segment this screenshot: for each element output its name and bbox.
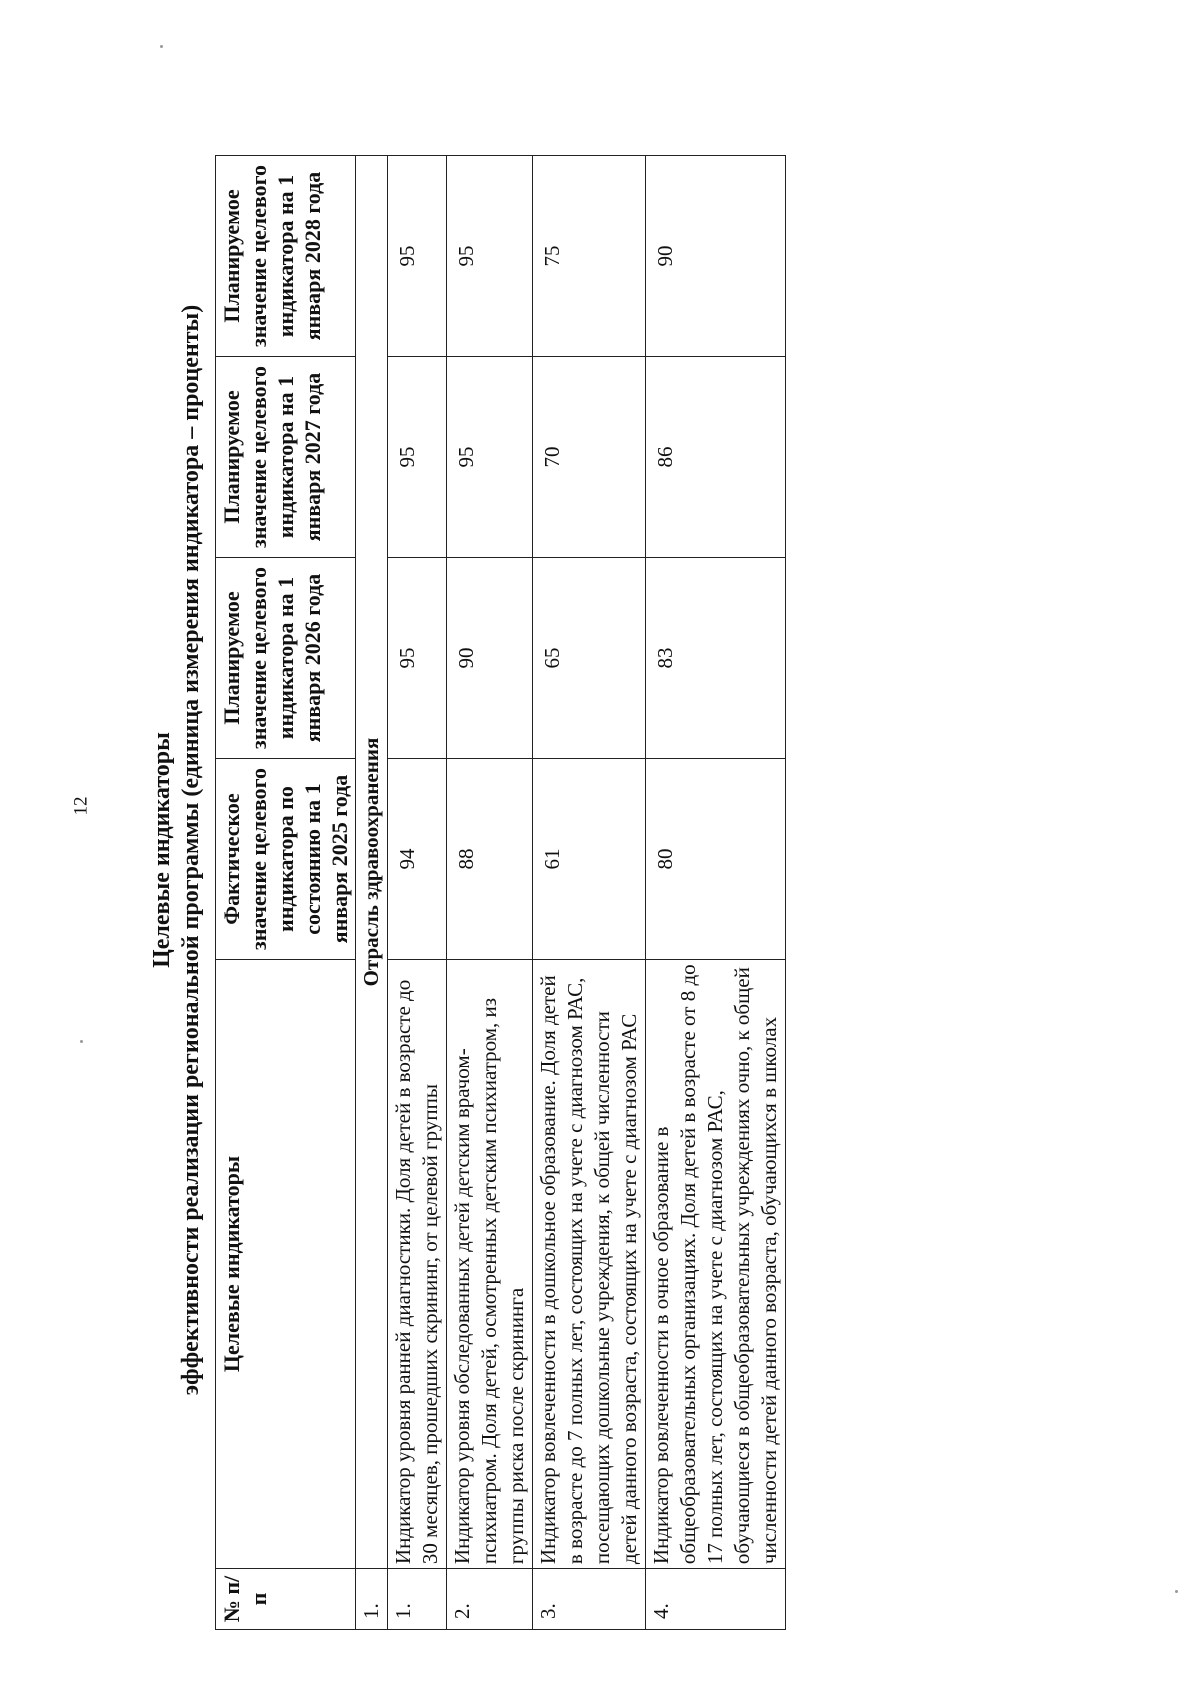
fact-2025-value: 94 xyxy=(388,759,447,960)
scan-speck xyxy=(160,45,163,48)
title-line-2: эффективности реализации региональной программы (единица измерения индикатора – проценты) xyxy=(178,304,204,1396)
plan-2027-value: 95 xyxy=(388,357,447,558)
header-plan-2027: Планируемое значение целевого индикатора на 1 января 2027 года xyxy=(216,357,356,558)
fact-2025-value: 88 xyxy=(447,759,533,960)
plan-2026-value: 95 xyxy=(388,558,447,759)
indicator-text: Индикатор уровня ранней диагностики. Доля детей в возрасте до 30 месяцев, прошедших скрининг, от целевой группы xyxy=(388,960,447,1569)
scan-speck xyxy=(1175,1590,1178,1593)
table-row xyxy=(447,156,533,1630)
table-row xyxy=(533,156,646,1630)
plan-2028-value: 75 xyxy=(533,156,646,357)
header-plan-2026: Планируемое значение целевого индикатора на 1 января 2026 года xyxy=(216,558,356,759)
plan-2026-value: 90 xyxy=(447,558,533,759)
row-num: 3. xyxy=(533,1569,646,1630)
indicator-text: Индикатор уровня обследованных детей детским врачом-психиатром. Доля детей, осмотренных детским психиатром, из группы риска после скрининга xyxy=(447,960,533,1569)
indicator-text: Индикатор вовлеченности в дошкольное образование. Доля детей в возрасте до 7 полных лет, состоящих на учете с диагнозом РАС, посещающих дошкольные учреждения, к общей численности детей данного возраста, состоящих на учете с диагнозом РАС xyxy=(533,960,646,1569)
row-num: 4. xyxy=(646,1569,786,1630)
header-plan-2028: Планируемое значение целевого индикатора на 1 января 2028 года xyxy=(216,156,356,357)
fact-2025-value: 61 xyxy=(533,759,646,960)
title-line-1: Целевые индикаторы xyxy=(149,732,175,968)
section-title: Отрасль здравоохранения xyxy=(356,156,388,1569)
header-name: Целевые индикаторы xyxy=(216,960,356,1569)
fact-2025-value: 80 xyxy=(646,759,786,960)
plan-2027-value: 70 xyxy=(533,357,646,558)
row-num: 2. xyxy=(447,1569,533,1630)
row-num: 1. xyxy=(388,1569,447,1630)
plan-2028-value: 95 xyxy=(388,156,447,357)
indicators-table xyxy=(215,155,786,1630)
plan-2026-value: 83 xyxy=(646,558,786,759)
table-row xyxy=(646,156,786,1630)
table-row xyxy=(388,156,447,1630)
plan-2028-value: 95 xyxy=(447,156,533,357)
page-number: 12 xyxy=(70,796,92,816)
section-num: 1. xyxy=(356,1569,388,1630)
header-fact-2025: Фактическое значение целевого индикатора по состоянию на 1 января 2025 года xyxy=(216,759,356,960)
header-num: № п/п xyxy=(216,1569,356,1630)
table-header-row xyxy=(216,156,356,1630)
indicator-text: Индикатор вовлеченности в очное образование в общеобразовательных организациях. Доля детей в возрасте от 8 до 17 полных лет, состоящих на учете с диагнозом РАС, обучающиеся в общеобразовательных учреждениях очно, к общей численности детей данного возраста, обучающихся в школах xyxy=(646,960,786,1569)
plan-2027-value: 86 xyxy=(646,357,786,558)
section-row xyxy=(356,156,388,1630)
plan-2028-value: 90 xyxy=(646,156,786,357)
rotated-sheet xyxy=(40,0,1160,1700)
scan-speck xyxy=(80,1040,83,1043)
document-title xyxy=(148,0,206,1700)
plan-2026-value: 65 xyxy=(533,558,646,759)
plan-2027-value: 95 xyxy=(447,357,533,558)
